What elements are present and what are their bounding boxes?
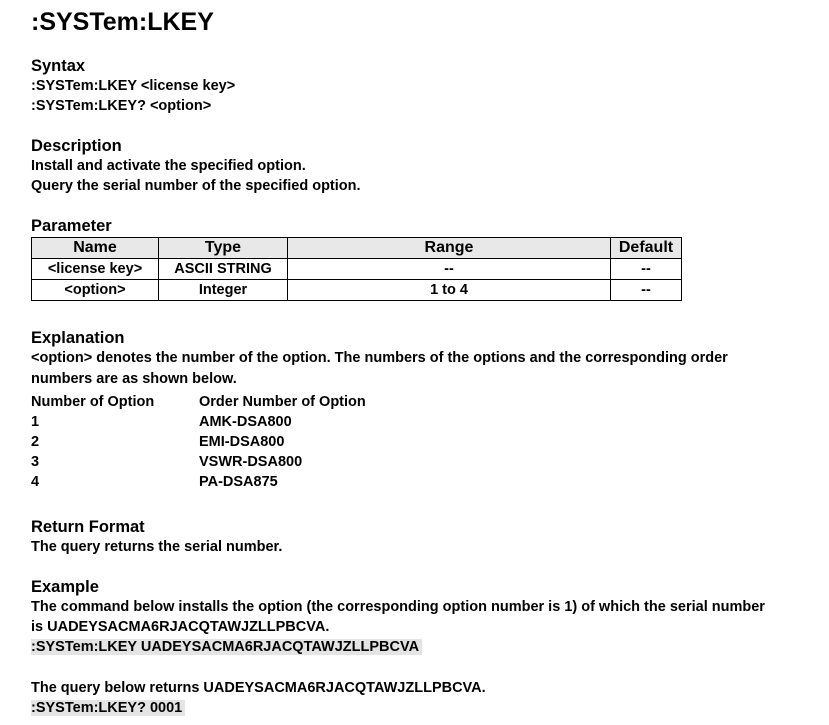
cell-range: 1 to 4 bbox=[288, 280, 611, 301]
cell-name: <license key> bbox=[32, 259, 159, 280]
table-row bbox=[32, 259, 682, 280]
syntax-line-2: :SYSTem:LKEY? <option> bbox=[31, 98, 212, 114]
cell-default: -- bbox=[611, 259, 682, 280]
parameter-table bbox=[31, 237, 682, 301]
parameter-heading: Parameter bbox=[31, 217, 112, 235]
option-number: 2 bbox=[31, 434, 40, 450]
return-format-heading: Return Format bbox=[31, 518, 145, 536]
option-order-number: VSWR-DSA800 bbox=[199, 454, 303, 470]
cell-default: -- bbox=[611, 280, 682, 301]
explanation-line-2: numbers are as shown below. bbox=[31, 371, 237, 387]
parameter-header-row bbox=[32, 238, 682, 259]
example-line-3: The query below returns UADEYSACMA6RJACQTAWJZLLPBCVA. bbox=[31, 680, 486, 696]
option-order-number: PA-DSA875 bbox=[199, 474, 278, 490]
option-number: 4 bbox=[31, 474, 40, 490]
option-order-number: EMI-DSA800 bbox=[199, 434, 285, 450]
column-header-default: Default bbox=[611, 238, 682, 259]
options-header-number: Number of Option bbox=[31, 394, 155, 410]
description-line-2: Query the serial number of the specified option. bbox=[31, 178, 361, 194]
explanation-heading: Explanation bbox=[31, 329, 125, 347]
example-code-2 bbox=[31, 700, 185, 716]
example-heading: Example bbox=[31, 578, 99, 596]
column-header-range: Range bbox=[288, 238, 611, 259]
explanation-line-1: <option> denotes the number of the option. The numbers of the options and the corresponding order bbox=[31, 350, 728, 366]
return-format-text: The query returns the serial number. bbox=[31, 539, 283, 555]
example-line-2: is UADEYSACMA6RJACQTAWJZLLPBCVA. bbox=[31, 619, 330, 635]
page-title: :SYSTem:LKEY bbox=[31, 8, 214, 36]
example-line-1: The command below installs the option (the corresponding option number is 1) of which the serial number bbox=[31, 599, 765, 615]
cell-type: ASCII STRING bbox=[159, 259, 288, 280]
example-code-1 bbox=[31, 639, 422, 655]
description-heading: Description bbox=[31, 137, 122, 155]
option-number: 1 bbox=[31, 414, 40, 430]
syntax-heading: Syntax bbox=[31, 57, 86, 75]
option-order-number: AMK-DSA800 bbox=[199, 414, 292, 430]
syntax-line-1: :SYSTem:LKEY <license key> bbox=[31, 78, 236, 94]
code-snippet: :SYSTem:LKEY UADEYSACMA6RJACQTAWJZLLPBCVA bbox=[31, 639, 422, 655]
table-row bbox=[32, 280, 682, 301]
column-header-type: Type bbox=[159, 238, 288, 259]
option-number: 3 bbox=[31, 454, 40, 470]
options-header-order: Order Number of Option bbox=[199, 394, 366, 410]
cell-name: <option> bbox=[32, 280, 159, 301]
code-snippet: :SYSTem:LKEY? 0001 bbox=[31, 700, 185, 716]
description-line-1: Install and activate the specified option. bbox=[31, 158, 306, 174]
cell-type: Integer bbox=[159, 280, 288, 301]
cell-range: -- bbox=[288, 259, 611, 280]
column-header-name: Name bbox=[32, 238, 159, 259]
